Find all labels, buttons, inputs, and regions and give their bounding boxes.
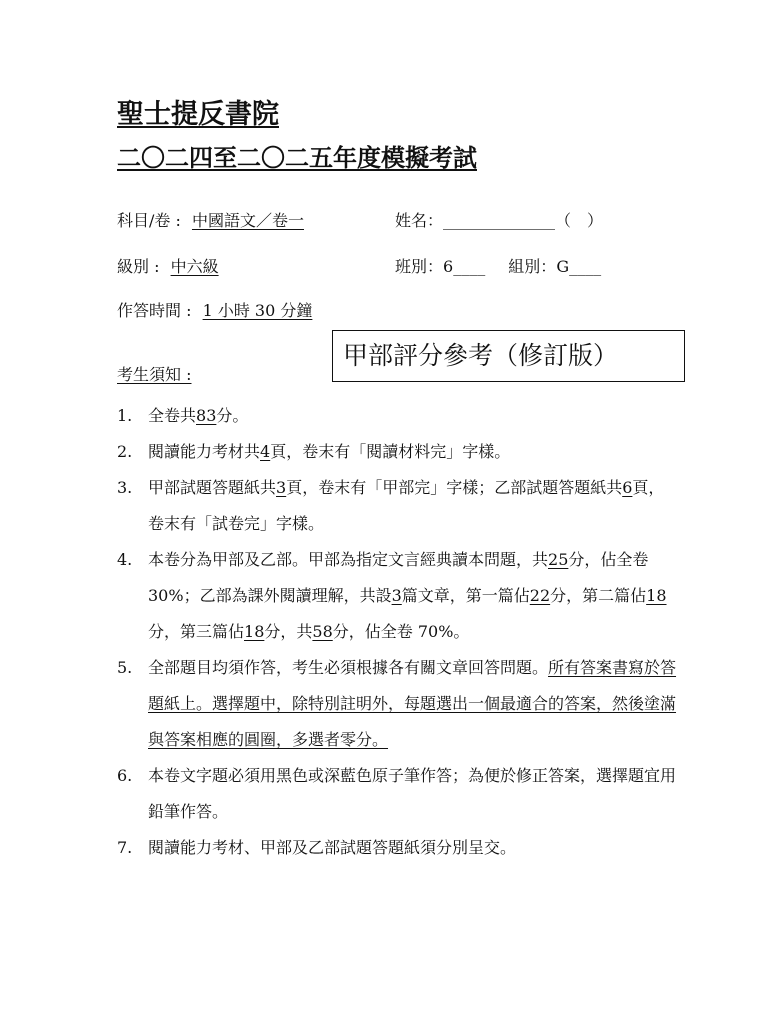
time-label: 作答時間 : xyxy=(117,301,192,320)
level-label: 級別 : xyxy=(117,257,160,276)
level-value: 中六級 xyxy=(170,257,219,276)
class-value: 6____ xyxy=(443,257,486,276)
school-name: 聖士提反書院 xyxy=(117,99,279,130)
time-row xyxy=(117,298,312,321)
notes-title: 考生須知 : xyxy=(117,365,192,384)
list-item: 6. 本卷文字題必須用黑色或深藍色原子筆作答；為便於修正答案，選擇題宜用鉛筆作答。 xyxy=(117,766,677,821)
name-label: 姓名： xyxy=(395,211,444,230)
subject-label: 科目/卷 : xyxy=(117,211,181,230)
class-label: 班別： xyxy=(395,257,444,276)
notes-list xyxy=(117,398,677,866)
marking-reference-stamp: 甲部評分參考（修訂版） xyxy=(332,330,685,382)
name-row xyxy=(395,208,603,231)
list-item: 5. 全部題目均須作答，考生必須根據各有關文章回答問題。所有答案書寫於答題紙上。選擇題中，除特別註明外，每題選出一個最適合的答案，然後塗滿與答案相應的圓圈，多選者零分。 xyxy=(117,658,677,749)
list-item: 7. 閱讀能力考材、甲部及乙部試題答題紙須分別呈交。 xyxy=(117,838,517,857)
exam-title: 二〇二四至二〇二五年度模擬考試 xyxy=(117,143,477,172)
list-item: 2. 閱讀能力考材共4頁，卷末有「閱讀材料完」字樣。 xyxy=(117,442,511,461)
group-label: 組別： xyxy=(508,257,557,276)
list-item: 1. 全卷共83分。 xyxy=(117,406,249,425)
name-value: ______________（ ） xyxy=(443,211,604,230)
list-item: 3. 甲部試題答題紙共3頁，卷末有「甲部完」字樣；乙部試題答題紙共6頁，卷末有「試卷完」字樣。 xyxy=(117,478,665,533)
subject-value: 中國語文／卷一 xyxy=(191,211,304,230)
level-row xyxy=(117,254,219,277)
time-value: 1 小時 30 分鐘 xyxy=(202,301,313,320)
list-item: 4. 本卷分為甲部及乙部。甲部為指定文言經典讀本問題，共25分，佔全卷 30%；乙部為課外閱讀理解，共設3篇文章，第一篇佔22分，第二篇佔18分，第三篇佔18分，共58分，佔全卷 70%。 xyxy=(117,550,667,641)
class-row xyxy=(395,254,601,277)
subject-row xyxy=(117,208,304,231)
group-value: G____ xyxy=(556,257,602,276)
